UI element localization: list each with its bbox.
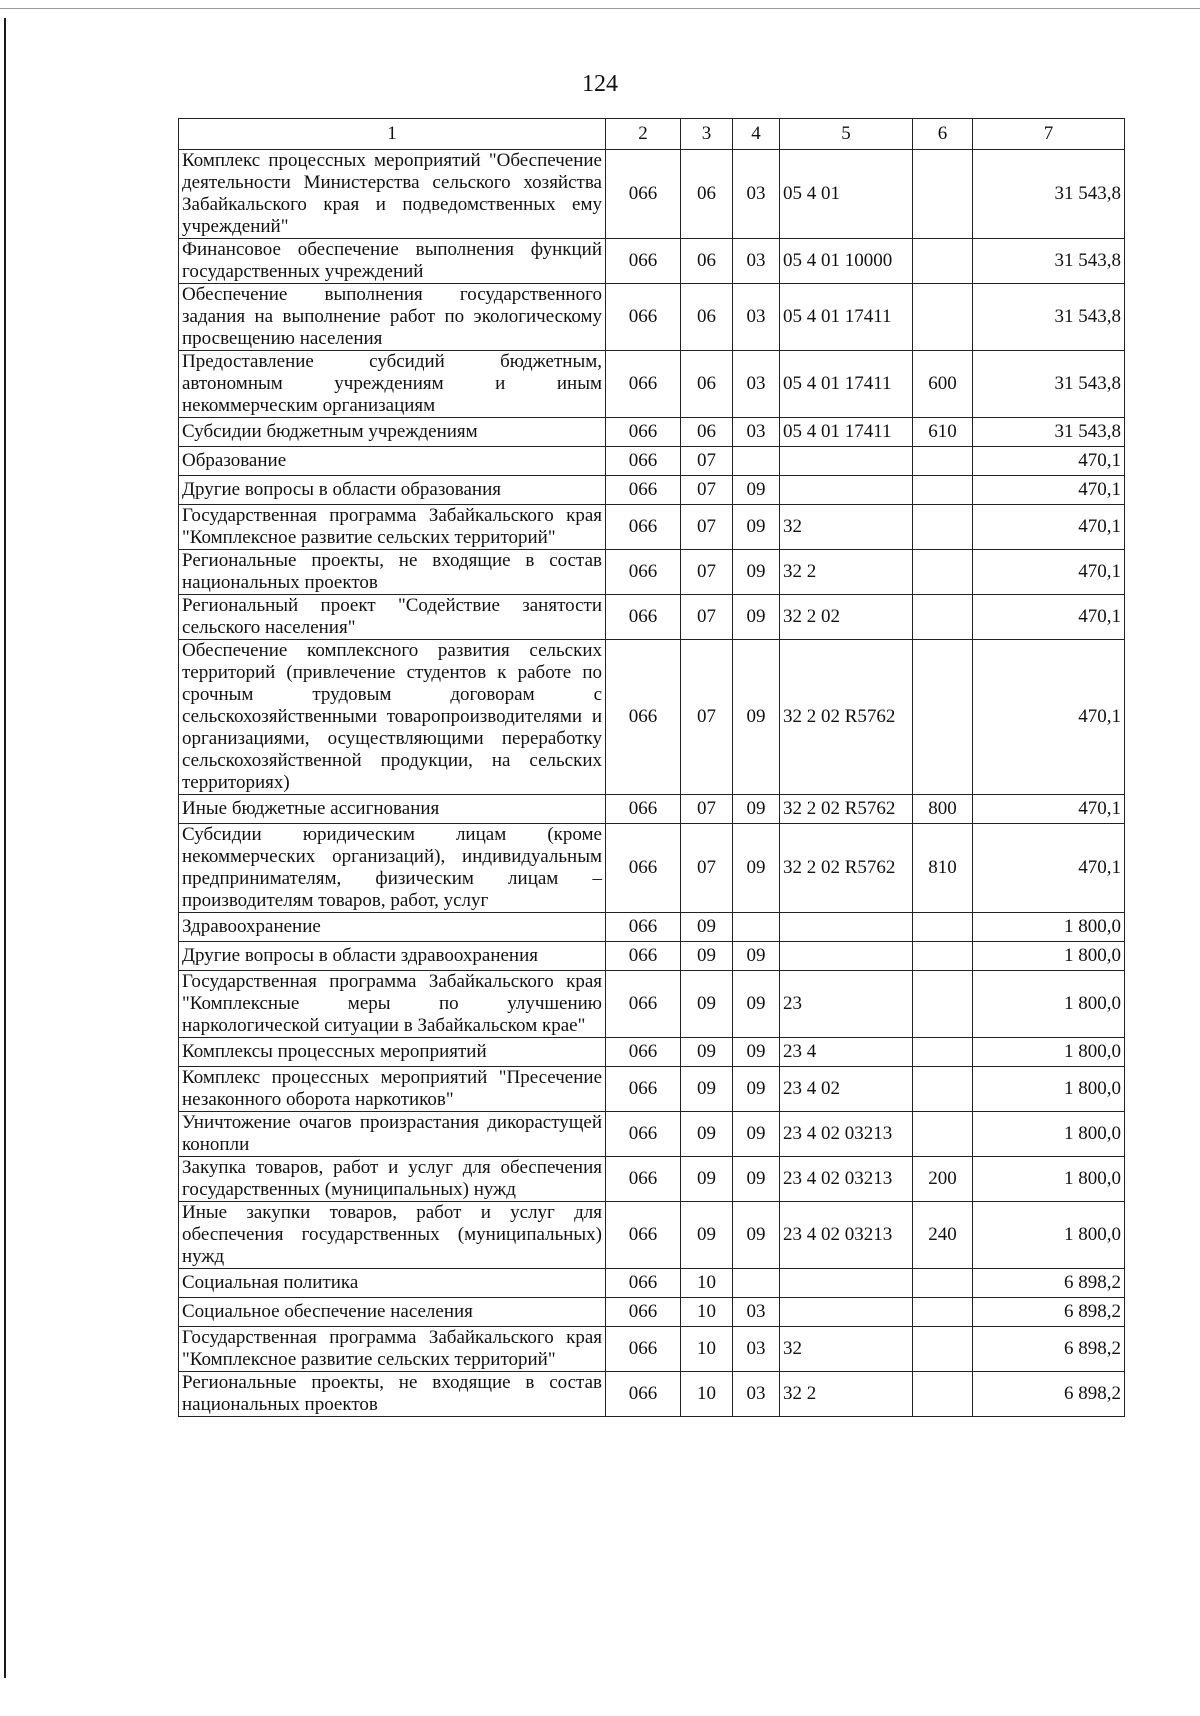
row-csr-cell	[780, 476, 913, 505]
row-vr-cell	[913, 284, 973, 351]
row-gr-cell: 066	[606, 1372, 681, 1417]
table-row	[179, 476, 1125, 505]
row-csr-cell: 23 4 02 03213	[780, 1157, 913, 1202]
row-gr-cell: 066	[606, 1298, 681, 1327]
row-sum-cell: 470,1	[973, 505, 1125, 550]
row-gr-cell: 066	[606, 595, 681, 640]
row-sum-cell: 1 800,0	[973, 1067, 1125, 1112]
header-cell-2: 2	[606, 119, 681, 150]
row-sum-cell: 31 543,8	[973, 284, 1125, 351]
row-pr-cell: 09	[733, 1157, 780, 1202]
row-gr-cell: 066	[606, 1067, 681, 1112]
row-csr-cell	[780, 1298, 913, 1327]
row-csr-cell: 23 4 02 03213	[780, 1202, 913, 1269]
row-gr-cell: 066	[606, 640, 681, 795]
row-csr-cell: 23 4 02 03213	[780, 1112, 913, 1157]
row-gr-cell: 066	[606, 1157, 681, 1202]
row-csr-cell: 05 4 01 17411	[780, 418, 913, 447]
row-sum-cell: 470,1	[973, 595, 1125, 640]
row-rz-cell: 09	[681, 913, 733, 942]
table-row	[179, 1067, 1125, 1112]
table-row	[179, 942, 1125, 971]
row-vr-cell	[913, 595, 973, 640]
row-gr-cell: 066	[606, 795, 681, 824]
row-csr-cell: 05 4 01	[780, 150, 913, 239]
row-name-cell: Закупка товаров, работ и услуг для обеспечения государственных (муниципальных) нужд	[179, 1157, 606, 1202]
row-vr-cell	[913, 913, 973, 942]
row-name-cell: Финансовое обеспечение выполнения функций государственных учреждений	[179, 239, 606, 284]
row-rz-cell: 10	[681, 1298, 733, 1327]
row-csr-cell: 05 4 01 10000	[780, 239, 913, 284]
table-row	[179, 1157, 1125, 1202]
table-row	[179, 795, 1125, 824]
row-rz-cell: 10	[681, 1269, 733, 1298]
table-row	[179, 1112, 1125, 1157]
row-sum-cell: 1 800,0	[973, 1157, 1125, 1202]
row-name-cell: Иные закупки товаров, работ и услуг для обеспечения государственных (муниципальных) нужд	[179, 1202, 606, 1269]
row-rz-cell: 09	[681, 1157, 733, 1202]
row-name-cell: Предоставление субсидий бюджетным, автономным учреждениям и иным некоммерческим организациям	[179, 351, 606, 418]
table-row	[179, 640, 1125, 795]
row-gr-cell: 066	[606, 505, 681, 550]
row-csr-cell: 32	[780, 1327, 913, 1372]
row-pr-cell: 03	[733, 1327, 780, 1372]
header-cell-7: 7	[973, 119, 1125, 150]
row-vr-cell	[913, 640, 973, 795]
row-pr-cell	[733, 447, 780, 476]
row-vr-cell	[913, 476, 973, 505]
row-rz-cell: 09	[681, 1038, 733, 1067]
row-vr-cell	[913, 239, 973, 284]
row-csr-cell: 32 2 02 R5762	[780, 640, 913, 795]
row-name-cell: Иные бюджетные ассигнования	[179, 795, 606, 824]
row-sum-cell: 6 898,2	[973, 1298, 1125, 1327]
row-pr-cell: 09	[733, 824, 780, 913]
row-sum-cell: 470,1	[973, 447, 1125, 476]
row-name-cell: Государственная программа Забайкальского края "Комплексное развитие сельских территорий"	[179, 1327, 606, 1372]
row-pr-cell: 09	[733, 795, 780, 824]
row-csr-cell: 32 2	[780, 1372, 913, 1417]
row-rz-cell: 06	[681, 239, 733, 284]
row-vr-cell	[913, 971, 973, 1038]
table-row	[179, 550, 1125, 595]
row-vr-cell	[913, 942, 973, 971]
row-pr-cell: 09	[733, 640, 780, 795]
row-name-cell: Региональные проекты, не входящие в состав национальных проектов	[179, 550, 606, 595]
row-name-cell: Образование	[179, 447, 606, 476]
row-sum-cell: 470,1	[973, 476, 1125, 505]
scan-top-edge	[0, 8, 1200, 9]
row-vr-cell	[913, 505, 973, 550]
row-csr-cell: 05 4 01 17411	[780, 284, 913, 351]
row-sum-cell: 470,1	[973, 550, 1125, 595]
row-name-cell: Социальное обеспечение населения	[179, 1298, 606, 1327]
row-rz-cell: 07	[681, 476, 733, 505]
table-row	[179, 595, 1125, 640]
row-gr-cell: 066	[606, 284, 681, 351]
header-cell-6: 6	[913, 119, 973, 150]
row-sum-cell: 6 898,2	[973, 1372, 1125, 1417]
row-csr-cell: 32	[780, 505, 913, 550]
row-pr-cell: 03	[733, 1298, 780, 1327]
row-name-cell: Субсидии бюджетным учреждениям	[179, 418, 606, 447]
row-rz-cell: 06	[681, 351, 733, 418]
row-rz-cell: 09	[681, 971, 733, 1038]
row-gr-cell: 066	[606, 1112, 681, 1157]
row-csr-cell: 05 4 01 17411	[780, 351, 913, 418]
row-name-cell: Комплекс процессных мероприятий "Пресечение незаконного оборота наркотиков"	[179, 1067, 606, 1112]
row-csr-cell: 23	[780, 971, 913, 1038]
row-gr-cell: 066	[606, 550, 681, 595]
row-rz-cell: 09	[681, 1202, 733, 1269]
table-row	[179, 1038, 1125, 1067]
row-pr-cell: 03	[733, 418, 780, 447]
budget-table	[178, 118, 1125, 1417]
row-name-cell: Социальная политика	[179, 1269, 606, 1298]
row-pr-cell: 03	[733, 1372, 780, 1417]
row-sum-cell: 1 800,0	[973, 971, 1125, 1038]
row-pr-cell: 09	[733, 550, 780, 595]
table-row	[179, 1269, 1125, 1298]
table-row	[179, 913, 1125, 942]
row-vr-cell	[913, 1067, 973, 1112]
row-name-cell: Обеспечение выполнения государственного задания на выполнение работ по экологическому просвещению населения	[179, 284, 606, 351]
row-rz-cell: 07	[681, 824, 733, 913]
row-rz-cell: 09	[681, 1112, 733, 1157]
row-vr-cell	[913, 150, 973, 239]
table-row	[179, 150, 1125, 239]
row-name-cell: Уничтожение очагов произрастания дикорастущей конопли	[179, 1112, 606, 1157]
row-rz-cell: 07	[681, 447, 733, 476]
row-gr-cell: 066	[606, 476, 681, 505]
row-vr-cell: 810	[913, 824, 973, 913]
row-sum-cell: 1 800,0	[973, 1112, 1125, 1157]
header-row	[179, 119, 1125, 150]
row-pr-cell: 09	[733, 1067, 780, 1112]
row-rz-cell: 06	[681, 284, 733, 351]
table-row	[179, 971, 1125, 1038]
row-rz-cell: 07	[681, 795, 733, 824]
row-rz-cell: 07	[681, 640, 733, 795]
table-row	[179, 1298, 1125, 1327]
row-vr-cell	[913, 1038, 973, 1067]
row-vr-cell: 610	[913, 418, 973, 447]
row-vr-cell	[913, 1327, 973, 1372]
row-csr-cell: 23 4	[780, 1038, 913, 1067]
row-pr-cell: 09	[733, 505, 780, 550]
row-name-cell: Здравоохранение	[179, 913, 606, 942]
row-pr-cell: 09	[733, 476, 780, 505]
row-name-cell: Региональные проекты, не входящие в состав национальных проектов	[179, 1372, 606, 1417]
row-gr-cell: 066	[606, 1202, 681, 1269]
row-pr-cell: 09	[733, 971, 780, 1038]
scan-left-edge	[4, 18, 6, 1678]
row-pr-cell: 09	[733, 1202, 780, 1269]
row-vr-cell	[913, 1298, 973, 1327]
row-gr-cell: 066	[606, 418, 681, 447]
row-gr-cell: 066	[606, 150, 681, 239]
row-sum-cell: 1 800,0	[973, 1202, 1125, 1269]
row-vr-cell	[913, 1269, 973, 1298]
row-vr-cell	[913, 1112, 973, 1157]
row-vr-cell: 240	[913, 1202, 973, 1269]
row-sum-cell: 31 543,8	[973, 239, 1125, 284]
row-pr-cell: 09	[733, 1038, 780, 1067]
row-rz-cell: 09	[681, 1067, 733, 1112]
row-csr-cell: 32 2 02	[780, 595, 913, 640]
row-pr-cell: 09	[733, 942, 780, 971]
row-name-cell: Другие вопросы в области образования	[179, 476, 606, 505]
row-gr-cell: 066	[606, 971, 681, 1038]
row-gr-cell: 066	[606, 824, 681, 913]
row-csr-cell	[780, 1269, 913, 1298]
row-csr-cell	[780, 942, 913, 971]
row-gr-cell: 066	[606, 942, 681, 971]
header-cell-1: 1	[179, 119, 606, 150]
row-name-cell: Другие вопросы в области здравоохранения	[179, 942, 606, 971]
row-pr-cell: 03	[733, 284, 780, 351]
row-name-cell: Региональный проект "Содействие занятости сельского населения"	[179, 595, 606, 640]
row-vr-cell: 800	[913, 795, 973, 824]
row-name-cell: Государственная программа Забайкальского края "Комплексные меры по улучшению наркологической ситуации в Забайкальском крае"	[179, 971, 606, 1038]
row-pr-cell: 09	[733, 1112, 780, 1157]
table-row	[179, 1327, 1125, 1372]
row-rz-cell: 07	[681, 505, 733, 550]
row-rz-cell: 06	[681, 150, 733, 239]
row-sum-cell: 1 800,0	[973, 942, 1125, 971]
table-row	[179, 447, 1125, 476]
row-gr-cell: 066	[606, 1327, 681, 1372]
table-row	[179, 1202, 1125, 1269]
row-rz-cell: 09	[681, 942, 733, 971]
row-sum-cell: 470,1	[973, 640, 1125, 795]
row-sum-cell: 6 898,2	[973, 1327, 1125, 1372]
row-name-cell: Субсидии юридическим лицам (кроме некоммерческих организаций), индивидуальным предпринимателям, физическим лицам – производителям товаров, работ, услуг	[179, 824, 606, 913]
row-name-cell: Комплекс процессных мероприятий "Обеспечение деятельности Министерства сельского хозяйства Забайкальского края и подведомственных ему учреждений"	[179, 150, 606, 239]
row-vr-cell: 200	[913, 1157, 973, 1202]
row-gr-cell: 066	[606, 913, 681, 942]
row-name-cell: Обеспечение комплексного развития сельских территорий (привлечение студентов к работе по срочным трудовым договорам с сельскохозяйственными товаропроизводителями и организациями, осуществляющими переработку сельскохозяйственной продукции, на сельских территориях)	[179, 640, 606, 795]
page-number: 124	[582, 71, 618, 97]
row-gr-cell: 066	[606, 1269, 681, 1298]
row-pr-cell	[733, 1269, 780, 1298]
row-csr-cell: 32 2 02 R5762	[780, 795, 913, 824]
row-gr-cell: 066	[606, 447, 681, 476]
row-sum-cell: 1 800,0	[973, 1038, 1125, 1067]
header-cell-5: 5	[780, 119, 913, 150]
table-row	[179, 824, 1125, 913]
row-pr-cell: 03	[733, 351, 780, 418]
row-sum-cell: 470,1	[973, 824, 1125, 913]
row-rz-cell: 10	[681, 1327, 733, 1372]
table-row	[179, 418, 1125, 447]
header-cell-3: 3	[681, 119, 733, 150]
row-name-cell: Комплексы процессных мероприятий	[179, 1038, 606, 1067]
row-csr-cell: 32 2 02 R5762	[780, 824, 913, 913]
row-gr-cell: 066	[606, 1038, 681, 1067]
row-pr-cell: 03	[733, 239, 780, 284]
row-csr-cell: 32 2	[780, 550, 913, 595]
row-csr-cell	[780, 447, 913, 476]
row-vr-cell	[913, 550, 973, 595]
table-row	[179, 351, 1125, 418]
row-sum-cell: 6 898,2	[973, 1269, 1125, 1298]
row-vr-cell	[913, 447, 973, 476]
header-cell-4: 4	[733, 119, 780, 150]
row-pr-cell: 09	[733, 595, 780, 640]
table-row	[179, 284, 1125, 351]
row-sum-cell: 31 543,8	[973, 351, 1125, 418]
row-sum-cell: 31 543,8	[973, 150, 1125, 239]
row-pr-cell	[733, 913, 780, 942]
row-rz-cell: 07	[681, 595, 733, 640]
row-vr-cell	[913, 1372, 973, 1417]
row-rz-cell: 10	[681, 1372, 733, 1417]
row-sum-cell: 470,1	[973, 795, 1125, 824]
row-rz-cell: 07	[681, 550, 733, 595]
row-rz-cell: 06	[681, 418, 733, 447]
row-csr-cell	[780, 913, 913, 942]
table-row	[179, 505, 1125, 550]
row-sum-cell: 1 800,0	[973, 913, 1125, 942]
row-sum-cell: 31 543,8	[973, 418, 1125, 447]
row-csr-cell: 23 4 02	[780, 1067, 913, 1112]
row-name-cell: Государственная программа Забайкальского края "Комплексное развитие сельских территорий"	[179, 505, 606, 550]
row-gr-cell: 066	[606, 239, 681, 284]
table-row	[179, 239, 1125, 284]
row-gr-cell: 066	[606, 351, 681, 418]
row-pr-cell: 03	[733, 150, 780, 239]
row-vr-cell: 600	[913, 351, 973, 418]
table-row	[179, 1372, 1125, 1417]
